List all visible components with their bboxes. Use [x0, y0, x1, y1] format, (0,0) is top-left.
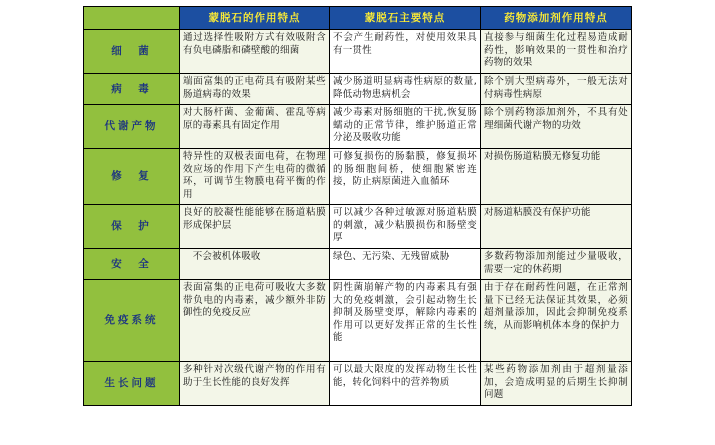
cell-effect: 不会被机体吸收 [180, 249, 330, 280]
cell-additive: 直接参与细菌生化过程易造成耐药性，影响效果的一贯性和治疗药物的效果 [481, 30, 632, 74]
cell-effect: 端面富集的正电荷具有吸附某些肠道病毒的效果 [180, 74, 330, 105]
header-corner [84, 7, 180, 30]
cell-effect: 表面富集的正电荷可吸收大多数带负电的内毒素，减少额外非防御性的免疫反应 [180, 280, 330, 362]
table-row [84, 249, 632, 280]
table-row [84, 105, 632, 149]
cell-additive: 某些药物添加剂由于超剂量添加，会造成明显的后期生长抑制问题 [481, 362, 632, 406]
row-label-immune-system: 免疫系统 [84, 280, 180, 362]
cell-feature: 可以减少各种过敏源对肠道粘膜的刺激，减少粘膜损伤和肠壁变厚 [330, 205, 481, 249]
table-row [84, 205, 632, 249]
header-montmorillonite-effect: 蒙脱石的作用特点 [180, 7, 330, 30]
comparison-table [83, 6, 632, 406]
row-label-bacteria: 细 菌 [84, 30, 180, 74]
table-row [84, 149, 632, 205]
cell-additive: 对损伤肠道粘膜无修复功能 [481, 149, 632, 205]
cell-feature: 减少毒素对肠细胞的干扰,恢复肠蠕动的正常节律，维护肠道正常分泌及吸收功能 [330, 105, 481, 149]
cell-additive: 由于存在耐药性问题，在正常剂量下已经无法保证其效果，必须超剂量添加，因此会抑制免疫系统，从而影响机体本身的保护力 [481, 280, 632, 362]
table-row [84, 280, 632, 362]
row-label-virus: 病 毒 [84, 74, 180, 105]
cell-additive: 除个别药物添加剂外，不具有处理细菌代谢产物的功效 [481, 105, 632, 149]
header-montmorillonite-features: 蒙脱石主要特点 [330, 7, 481, 30]
table-row [84, 74, 632, 105]
cell-effect: 良好的胶凝性能能够在肠道粘膜形成保护层 [180, 205, 330, 249]
header-drug-additive-features: 药物添加剂作用特点 [481, 7, 632, 30]
comparison-table-wrapper [83, 6, 631, 406]
cell-effect: 对大肠杆菌、金葡菌、霍乱等病原的毒素具有固定作用 [180, 105, 330, 149]
cell-additive: 除个别大型病毒外，一般无法对付病毒性病原 [481, 74, 632, 105]
cell-effect: 多种针对次级代谢产物的作用有助于生长性能的良好发挥 [180, 362, 330, 406]
row-label-metabolites: 代谢产物 [84, 105, 180, 149]
header-row [84, 7, 632, 30]
cell-feature: 可以最大限度的发挥动物生长性能，转化饲料中的营养物质 [330, 362, 481, 406]
row-label-growth-issues: 生长问题 [84, 362, 180, 406]
cell-effect: 特异性的双极表面电荷，在物理效应场的作用下产生电荷的微循环，可调节生物膜电荷平衡的作用 [180, 149, 330, 205]
cell-feature: 可修复损伤的肠黏膜，修复损坏的肠细胞间桥，使细胞紧密连接，防止病原菌进入血循环 [330, 149, 481, 205]
table-row [84, 362, 632, 406]
cell-additive: 多数药物添加剂能过少量吸收，需要一定的休药期 [481, 249, 632, 280]
cell-feature: 减少肠道明显病毒性病原的数量,降低动物患病机会 [330, 74, 481, 105]
cell-feature: 阴性菌崩解产物的内毒素具有强大的免疫刺激，会引起动物生长抑制及肠壁变厚，解除内毒素的作用可以更好发挥正常的生长性能 [330, 280, 481, 362]
row-label-safety: 安 全 [84, 249, 180, 280]
row-label-repair: 修 复 [84, 149, 180, 205]
cell-feature: 不会产生耐药性，对使用效果具有一贯性 [330, 30, 481, 74]
cell-additive: 对肠道粘膜没有保护功能 [481, 205, 632, 249]
row-label-protection: 保 护 [84, 205, 180, 249]
table-row [84, 30, 632, 74]
cell-feature: 绿色、无污染、无残留威胁 [330, 249, 481, 280]
cell-effect: 通过选择性吸附方式有效吸附含有负电磷脂和磷壁酸的细菌 [180, 30, 330, 74]
